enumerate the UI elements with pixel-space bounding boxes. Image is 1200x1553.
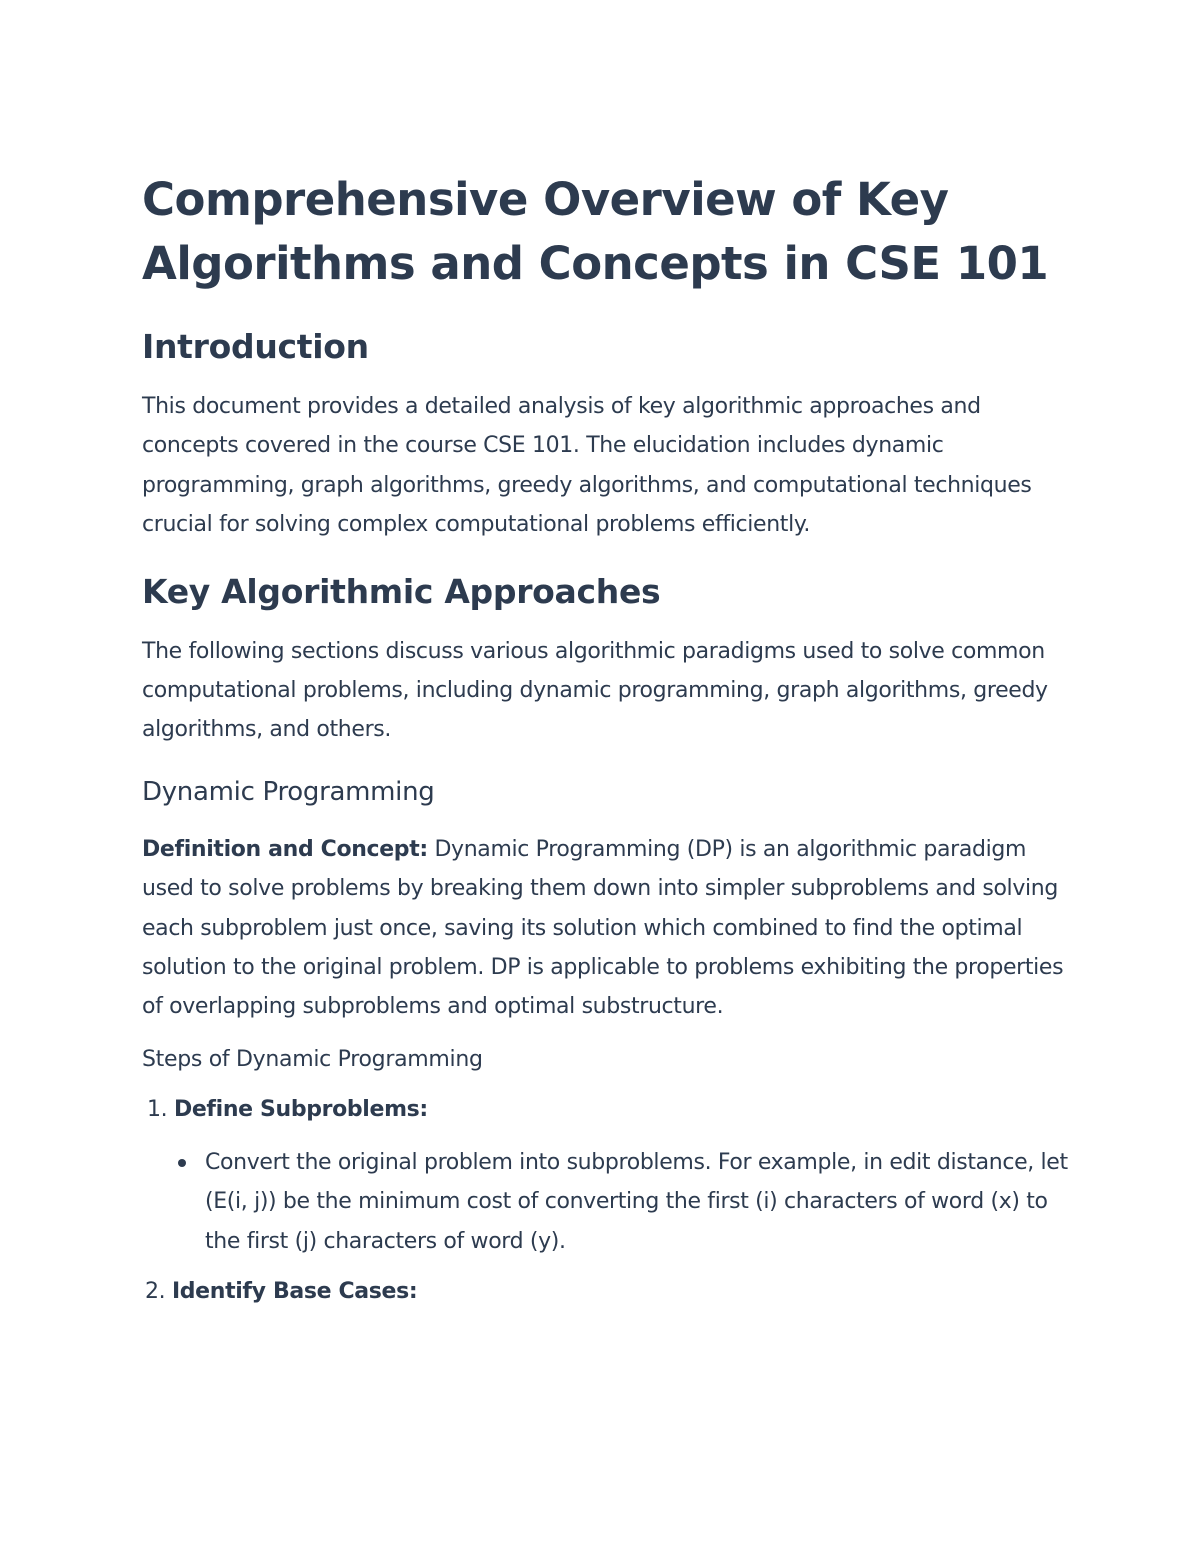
page-title: Comprehensive Overview of Key Algorithms and Concepts in CSE 101 xyxy=(142,173,1049,290)
document-page xyxy=(142,168,1072,1309)
introduction-heading: Introduction xyxy=(142,327,369,366)
step-number: 1. xyxy=(147,1096,168,1122)
step-title: Define Subproblems: xyxy=(173,1096,428,1122)
dynamic-programming-heading: Dynamic Programming xyxy=(142,776,435,807)
dp-definition-paragraph xyxy=(142,830,1072,1027)
bullet-text: Convert the original problem into subproblems. For example, in edit distance, let (E(i, j)) be the minimum cost of converting the first (i) characters of word (x) to the first (j) characters of word (y). xyxy=(205,1149,1068,1254)
list-item xyxy=(205,1143,1072,1261)
step-bullets xyxy=(147,1143,1072,1261)
dp-definition-label: Definition and Concept: xyxy=(142,836,428,862)
dp-definition-text: Dynamic Programming (DP) is an algorithmic paradigm used to solve problems by breaking them down into simpler subproblems and solving each subproblem just once, saving its solution which combined to find the optimal solution to the original problem. DP is applicable to problems exhibiting the properties of overlapping subproblems and optimal substructure. xyxy=(142,836,1064,1020)
step-number: 2. xyxy=(145,1279,166,1305)
dp-step-define-subproblems xyxy=(142,1093,1072,1261)
introduction-paragraph: This document provides a detailed analysis of key algorithmic approaches and concepts covered in the course CSE 101. The elucidation includes dynamic programming, graph algorithms, greedy algorithms, and computational techniques crucial for solving complex computational problems efficiently. xyxy=(142,394,1032,538)
step-title: Identify Base Cases: xyxy=(171,1279,418,1305)
dp-step-identify-base-cases xyxy=(142,1275,1072,1309)
key-approaches-paragraph: The following sections discuss various algorithmic paradigms used to solve common computational problems, including dynamic programming, graph algorithms, greedy algorithms, and others. xyxy=(142,638,1048,743)
key-approaches-heading: Key Algorithmic Approaches xyxy=(142,571,661,611)
dp-steps-list xyxy=(142,1093,1072,1309)
bullet-icon xyxy=(178,1159,186,1167)
dp-steps-heading: Steps of Dynamic Programming xyxy=(142,1046,483,1072)
